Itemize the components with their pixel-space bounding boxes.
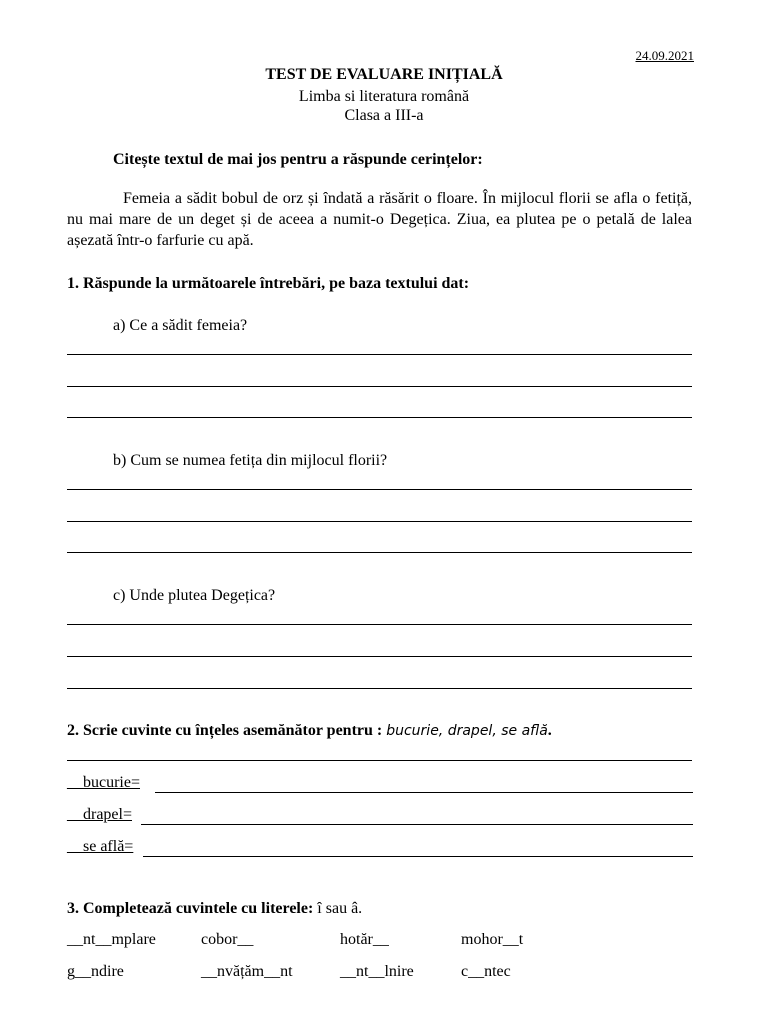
exercise-2-words: bucurie, drapel, se află <box>386 723 548 739</box>
exercise-1-title: 1. Răspunde la următoarele întrebări, pe baza textului dat: <box>67 275 470 292</box>
exercise-3-title <box>67 900 362 918</box>
question-a: a) Ce a sădit femeia? <box>113 317 248 334</box>
question-c: c) Unde plutea Degețica? <box>113 587 276 604</box>
exercise-3-title-text: 3. Completează cuvintele cu literele: <box>67 900 314 917</box>
word-2-2[interactable]: __nvățăm__nt <box>201 963 293 980</box>
exercise-2-period: . <box>547 722 552 739</box>
answer-line-b3[interactable] <box>67 552 692 553</box>
synonym-label-drapel: __drapel= <box>67 806 132 823</box>
answer-line-c1[interactable] <box>67 624 692 625</box>
word-1-3[interactable]: hotăr__ <box>340 931 389 948</box>
answer-line-a3[interactable] <box>67 417 692 418</box>
word-2-3[interactable]: __nt__lnire <box>340 963 414 980</box>
synonym-row-bucurie[interactable] <box>67 774 693 792</box>
exercise-3-letters: î sau â. <box>313 900 363 917</box>
reading-text: Femeia a sădit bobul de orz și îndată a răsărit o floare. În mijlocul florii se afla o fetiță, nu mai mare de un deget și de aceea a numit-o Degețica. Ziua, ea plutea pe o petală de lalea așezată într-o farfurie cu apă. <box>67 190 692 249</box>
exercise-2-line[interactable] <box>67 760 692 761</box>
test-title: TEST DE EVALUARE INIȚIALĂ <box>265 66 503 83</box>
word-1-1[interactable]: __nt__mplare <box>67 931 156 948</box>
synonym-row-se-afla[interactable] <box>67 838 693 856</box>
word-2-1[interactable]: g__ndire <box>67 963 124 980</box>
synonym-line-se-afla[interactable] <box>143 856 693 857</box>
exercise-2-title-text: 2. Scrie cuvinte cu înțeles asemănător pentru : <box>67 722 387 739</box>
test-date: 24.09.2021 <box>635 48 694 63</box>
word-2-4[interactable]: c__ntec <box>461 963 511 980</box>
grade-line: Clasa a III-a <box>344 107 424 124</box>
question-b: b) Cum se numea fetița din mijlocul florii? <box>113 452 388 469</box>
synonym-line-bucurie[interactable] <box>155 792 693 793</box>
answer-line-b1[interactable] <box>67 489 692 490</box>
word-1-2[interactable]: cobor__ <box>201 931 254 948</box>
word-1-4[interactable]: mohor__t <box>461 931 524 948</box>
synonym-label-bucurie: __bucurie= <box>67 774 140 791</box>
synonym-row-drapel[interactable] <box>67 806 693 824</box>
answer-line-b2[interactable] <box>67 521 692 522</box>
reading-instruction: Citește textul de mai jos pentru a răspunde cerințelor: <box>113 151 483 168</box>
answer-line-c2[interactable] <box>67 656 692 657</box>
subject-line: Limba si literatura română <box>298 88 470 105</box>
synonym-line-drapel[interactable] <box>141 824 693 825</box>
synonym-label-se-afla: __se află= <box>67 838 134 855</box>
answer-line-a2[interactable] <box>67 386 692 387</box>
answer-line-c3[interactable] <box>67 688 692 689</box>
exercise-2-title <box>67 722 552 740</box>
answer-line-a1[interactable] <box>67 354 692 355</box>
